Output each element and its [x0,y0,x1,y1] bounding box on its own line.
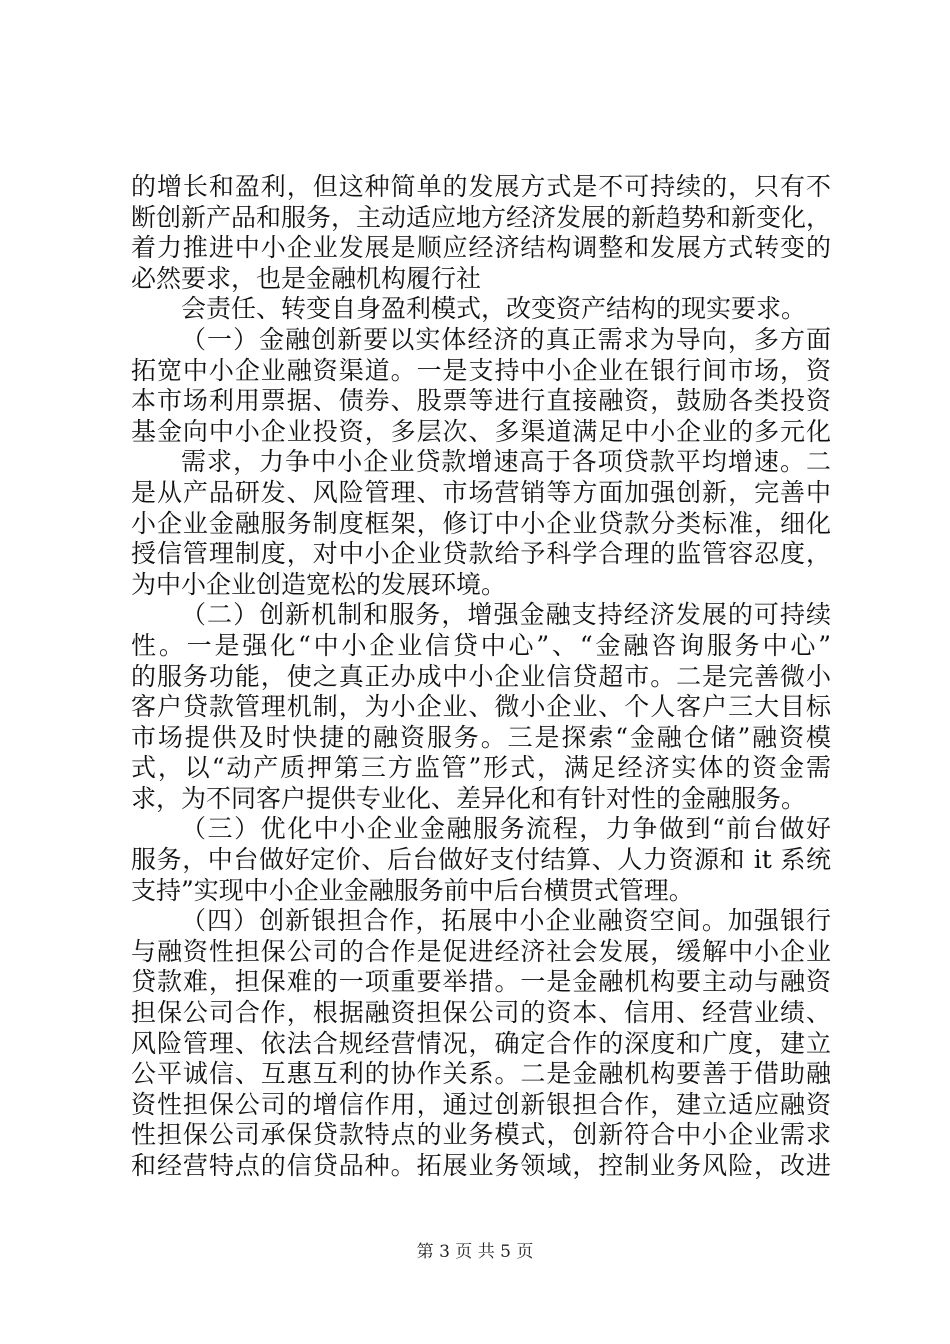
text-line: 客户贷款管理机制，为小企业、微小企业、个人客户三大目标 [131,692,831,722]
text-line: 求，为不同客户提供专业化、差异化和有针对性的金融服务。 [131,783,807,813]
text-line: 担保公司合作，根据融资担保公司的资本、信用、经营业绩、 [131,998,831,1028]
text-line: 公平诚信、互惠互利的协作关系。二是金融机构要善于借助融 [131,1059,831,1089]
text-line: 资性担保公司的增信作用，通过创新银担合作，建立适应融资 [131,1089,831,1119]
text-line: 式，以“动产质押第三方监管”形式，满足经济实体的资金需 [131,753,831,783]
page-number-footer: 第 3 页 共 5 页 [416,1242,534,1262]
body-text [131,172,831,1182]
text-line: 服务，中台做好定价、后台做好支付结算、人力资源和 it 系统 [131,845,831,875]
text-line: 会责任、转变自身盈利模式，改变资产结构的现实要求。 [181,294,807,324]
text-line: 和经营特点的信贷品种。拓展业务领域，控制业务风险，改进 [131,1151,831,1180]
text-line: 为中小企业创造宽松的发展环境。 [131,569,507,599]
text-line: 贷款难，担保难的一项重要举措。一是金融机构要主动与融资 [131,967,831,997]
text-line: 小企业金融服务制度框架，修订中小企业贷款分类标准，细化 [131,508,831,538]
text-line: （三）优化中小企业金融服务流程，力争做到“前台做好 [181,814,831,844]
text-line: （四）创新银担合作，拓展中小企业融资空间。加强银行 [181,906,831,936]
text-line: 的增长和盈利，但这种简单的发展方式是不可持续的，只有不 [131,172,831,201]
text-line: 基金向中小企业投资，多层次、多渠道满足中小企业的多元化 [131,416,831,446]
text-line: 支持”实现中小企业金融服务前中后台横贯式管理。 [131,875,694,905]
text-line: 需求，力争中小企业贷款增速高于各项贷款平均增速。二 [181,447,831,477]
text-line: 断创新产品和服务，主动适应地方经济发展的新趋势和新变化， [131,202,832,232]
text-line: 性。一是强化“中小企业信贷中心”、“金融咨询服务中心” [131,630,831,660]
text-line: 授信管理制度，对中小企业贷款给予科学合理的监管容忍度， [131,539,831,569]
text-line: 风险管理、依法合规经营情况，确定合作的深度和广度，建立 [131,1028,831,1058]
text-line: 的服务功能，使之真正办成中小企业信贷超市。二是完善微小 [131,661,831,691]
text-line: 与融资性担保公司的合作是促进经济社会发展，缓解中小企业 [131,936,831,966]
text-line: （一）金融创新要以实体经济的真正需求为导向，多方面 [181,324,831,354]
text-line: 必然要求，也是金融机构履行社 [131,263,482,293]
text-line: 是从产品研发、风险管理、市场营销等方面加强创新，完善中 [131,477,831,507]
text-line: 市场提供及时快捷的融资服务。三是探索“金融仓储”融资模 [131,722,831,752]
text-line: 拓宽中小企业融资渠道。一是支持中小企业在银行间市场，资 [131,355,831,385]
text-line: （二）创新机制和服务，增强金融支持经济发展的可持续 [181,600,831,630]
text-line: 本市场利用票据、债券、股票等进行直接融资，鼓励各类投资 [131,386,831,416]
text-line: 着力推进中小企业发展是顺应经济结构调整和发展方式转变的 [131,233,831,263]
text-line: 性担保公司承保贷款特点的业务模式，创新符合中小企业需求 [131,1120,831,1150]
